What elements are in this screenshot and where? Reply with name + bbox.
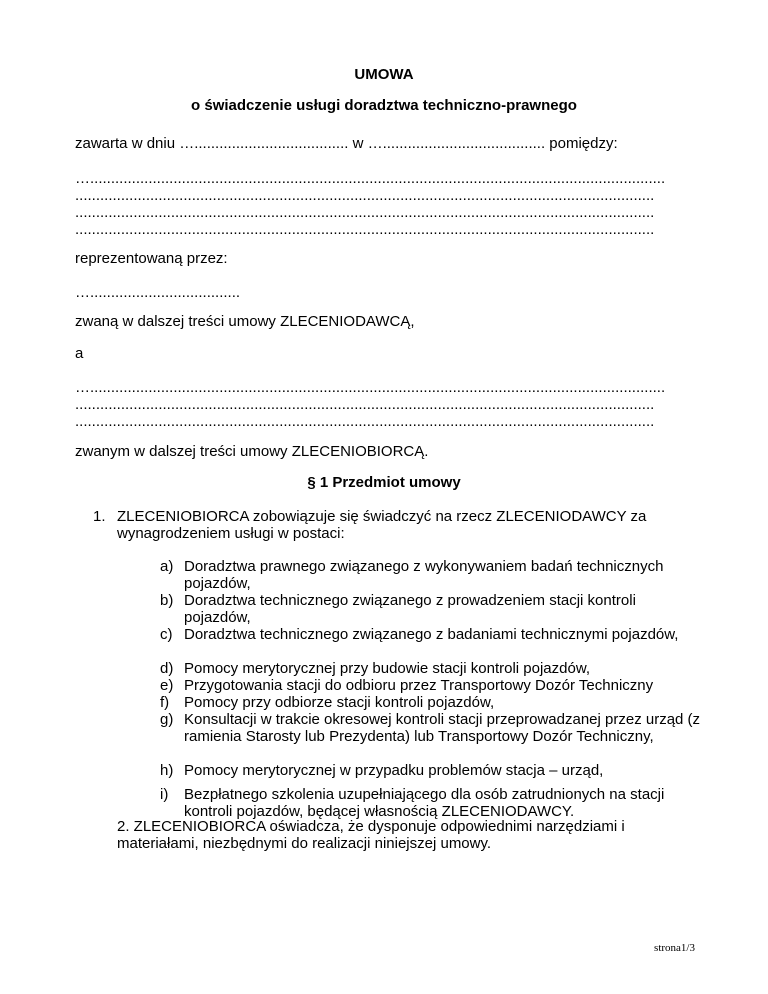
party1-line-1: ….......................................................................................................................................... <box>75 170 666 187</box>
service-item-h <box>160 762 704 779</box>
party1-line-4: ........................................................................................................................................... <box>75 221 655 238</box>
party1-line-2: ........................................................................................................................................... <box>75 187 655 204</box>
document-subtitle: o świadczenie usługi doradztwa techniczno-prawnego <box>191 97 577 114</box>
service-text: Doradztwa technicznego związanego z prowadzeniem stacji kontroli pojazdów, <box>184 592 636 626</box>
service-item-c <box>160 626 704 643</box>
service-item-b <box>160 592 704 626</box>
page-number: strona1/3 <box>654 942 695 954</box>
represented-by-label: reprezentowaną przez: <box>75 250 228 267</box>
service-letter: i) <box>160 786 169 803</box>
service-letter: b) <box>160 592 174 609</box>
party2-line-2: ........................................................................................................................................... <box>75 396 655 413</box>
service-letter: e) <box>160 677 174 694</box>
service-text: Konsultacji w trakcie okresowej kontroli stacji przeprowadzanej przez urząd (z ramienia Starosty lub Prezydenta) lub Transportowy Dozór Techniczny, <box>184 711 701 745</box>
intro-line: zawarta w dniu …..................................... w …....................................... pomiędzy: <box>75 135 618 152</box>
service-text: Pomocy przy odbiorze stacji kontroli pojazdów, <box>184 694 495 711</box>
document-title: UMOWA <box>354 66 414 83</box>
service-letter: h) <box>160 762 174 779</box>
service-text: Doradztwa technicznego związanego z badaniami technicznymi pojazdów, <box>184 626 679 643</box>
party2-line-1: ….......................................................................................................................................... <box>75 379 666 396</box>
point1-number: 1. <box>93 508 106 525</box>
service-text: Pomocy merytorycznej w przypadku problemów stacja – urząd, <box>184 762 604 779</box>
service-letter: a) <box>160 558 174 575</box>
service-item-e <box>160 677 704 694</box>
service-text: Bezpłatnego szkolenia uzupełniającego dla osób zatrudnionych na stacji kontroli pojazdów, będącej własnością ZLECENIODAWCY. <box>184 786 665 820</box>
point2-line-2: materiałami, niezbędnymi do realizacji niniejszej umowy. <box>117 835 492 852</box>
service-item-a <box>160 558 704 592</box>
service-item-d <box>160 660 704 677</box>
contractor-named-line: zwanym w dalszej treści umowy ZLECENIOBIORCĄ. <box>75 443 429 460</box>
service-letter: g) <box>160 711 174 728</box>
point1-line-2: wynagrodzeniem usługi w postaci: <box>117 525 345 542</box>
represented-by-dots: ….................................... <box>75 284 241 301</box>
service-item-i <box>160 786 704 820</box>
service-letter: c) <box>160 626 173 643</box>
service-text: Pomocy merytorycznej przy budowie stacji kontroli pojazdów, <box>184 660 591 677</box>
service-item-g <box>160 711 704 745</box>
section1-heading: § 1 Przedmiot umowy <box>307 474 461 491</box>
service-item-f <box>160 694 704 711</box>
service-letter: d) <box>160 660 174 677</box>
and-word: a <box>75 345 84 362</box>
client-named-line: zwaną w dalszej treści umowy ZLECENIODAWCĄ, <box>75 313 415 330</box>
service-letter: f) <box>160 694 170 711</box>
party1-line-3: ........................................................................................................................................... <box>75 204 655 221</box>
point2-line-1: 2. ZLECENIOBIORCA oświadcza, że dysponuje odpowiednimi narzędziami i <box>117 818 625 835</box>
point1-line-1: ZLECENIOBIORCA zobowiązuje się świadczyć na rzecz ZLECENIODAWCY za <box>117 508 647 525</box>
service-text: Przygotowania stacji do odbioru przez Transportowy Dozór Techniczny <box>184 677 654 694</box>
service-text: Doradztwa prawnego związanego z wykonywaniem badań technicznych pojazdów, <box>184 558 664 592</box>
party2-line-3: ........................................................................................................................................... <box>75 413 655 430</box>
